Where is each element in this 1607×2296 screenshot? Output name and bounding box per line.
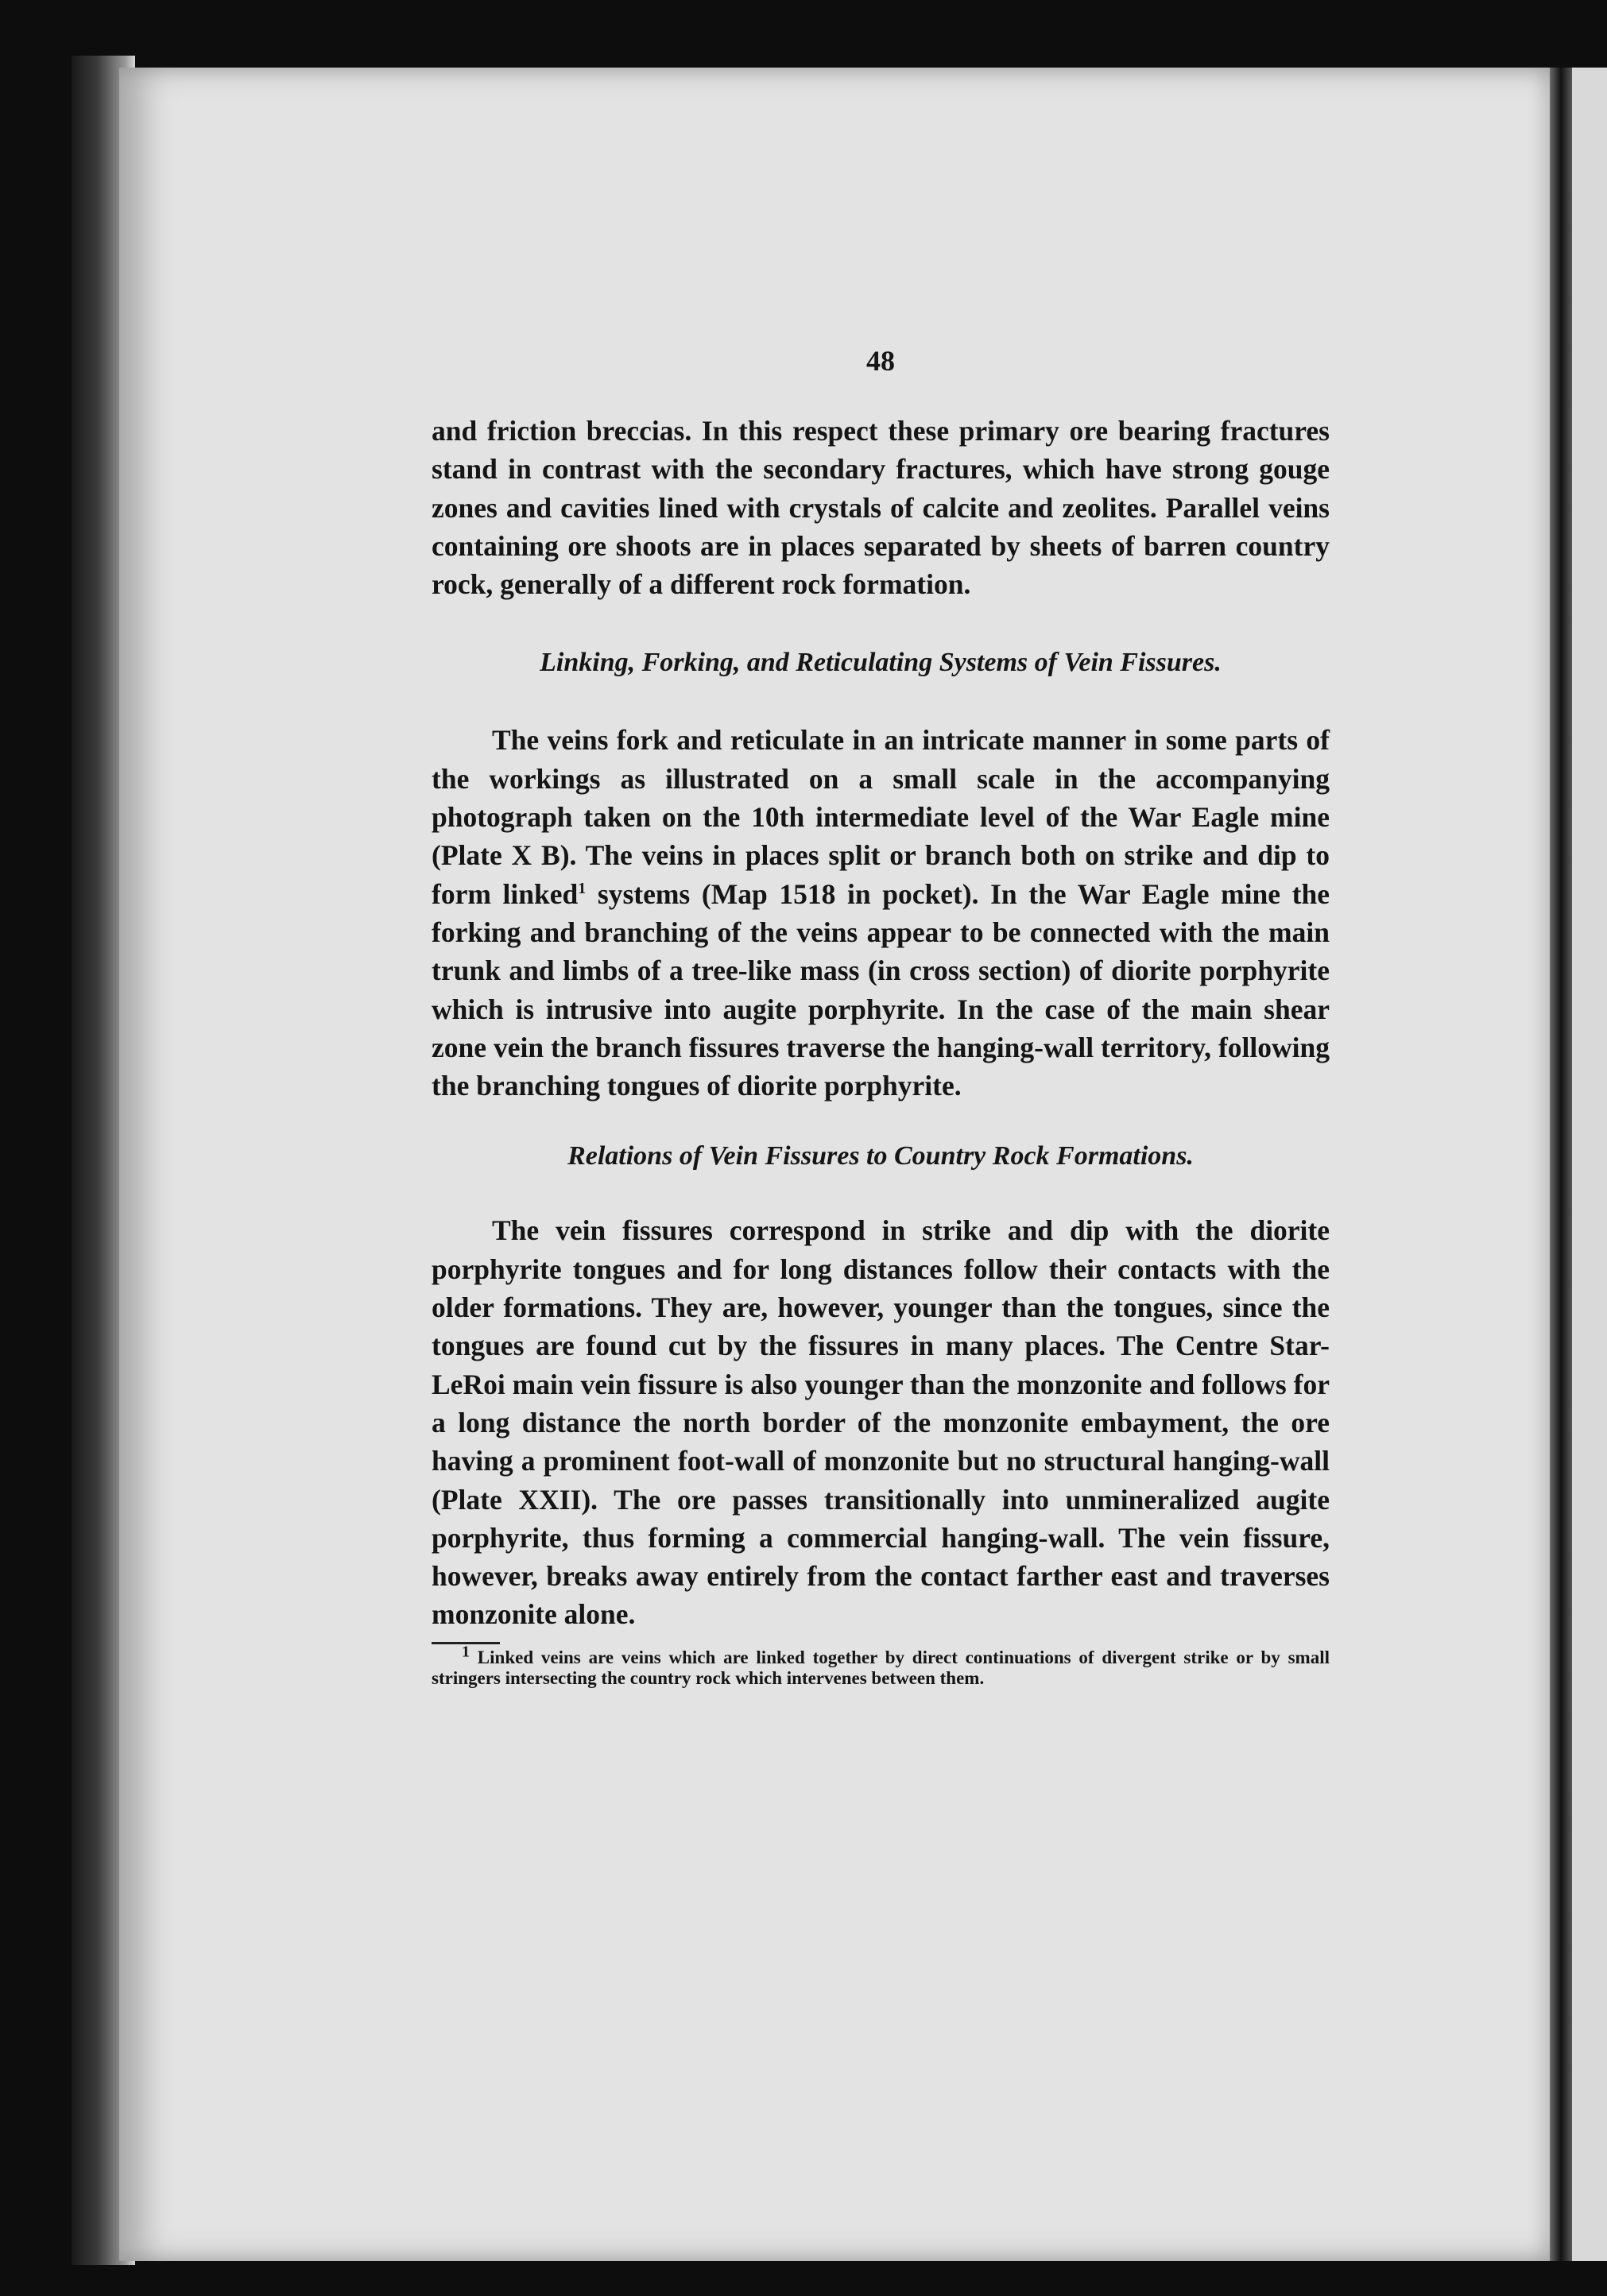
footnote-reference: 1 xyxy=(578,879,587,897)
section-heading-linking: Linking, Forking, and Reticulating Systems of Vein Fissures. xyxy=(540,648,1222,678)
paragraph-vein-relations: The vein fissures correspond in strike and dip with the diorite porphyrite tongues and for long distances follow their contacts with the older formations. They are, however, younger than the tongues, since the tongues are found cut by the fissures in many places. The Centre Star-LeRoi main vein fissure is also younger than the monzonite and follows for a long distance the north border of the monzonite embayment, the ore having a prominent foot-wall of monzonite but no structural hanging-wall (Plate XXII). The ore passes transitionally into unmineralized augite porphyrite, thus forming a commercial hanging-wall. The vein fissure, however, breaks away entirely from the contact farther east and traverses monzonite alone. xyxy=(432,1214,1330,1631)
facing-page-edge xyxy=(1572,68,1607,2261)
page-gutter xyxy=(1550,68,1572,2261)
paragraph-text: The veins fork and reticulate in an intricate manner in some parts of the workings as illustrated on a small scale in the accompanying photograph taken on the 10th intermediate level of the War Eagle mine (Plate X B). The veins in places split or branch both on strike and dip to form linked xyxy=(432,724,1330,910)
paragraph-linking-systems xyxy=(432,721,1330,1105)
page-text-block xyxy=(432,334,1330,1689)
paragraph-text: systems (Map 1518 in pocket). In the War Eagle mine the forking and branching of the veins appear to be connected with the main trunk and limbs of a tree-like mass (in cross section) of diorite porphyrite which is intrusive into augite porphyrite. In the case of the main shear zone vein the branch fissures traverse the hanging-wall territory, following the branching tongues of diorite porphyrite. xyxy=(432,877,1330,1102)
page-number: 48 xyxy=(866,345,895,377)
opening-paragraph: and friction breccias. In this respect these primary ore bearing fractures stand in contrast with the secondary fractures, which have strong gouge zones and cavities lined with crystals of calcite and zeolites. Parallel veins containing ore shoots are in places separated by sheets of barren country rock, generally of a different rock formation. xyxy=(432,415,1330,601)
footnote xyxy=(432,1643,1330,1689)
footnote-marker: 1 xyxy=(462,1643,470,1661)
footnote-text: Linked veins are veins which are linked together by direct continuations of divergent strike or by small stringers intersecting the country rock which intervenes between them. xyxy=(432,1647,1330,1688)
section-heading-relations: Relations of Vein Fissures to Country Rock Formations. xyxy=(567,1141,1194,1171)
